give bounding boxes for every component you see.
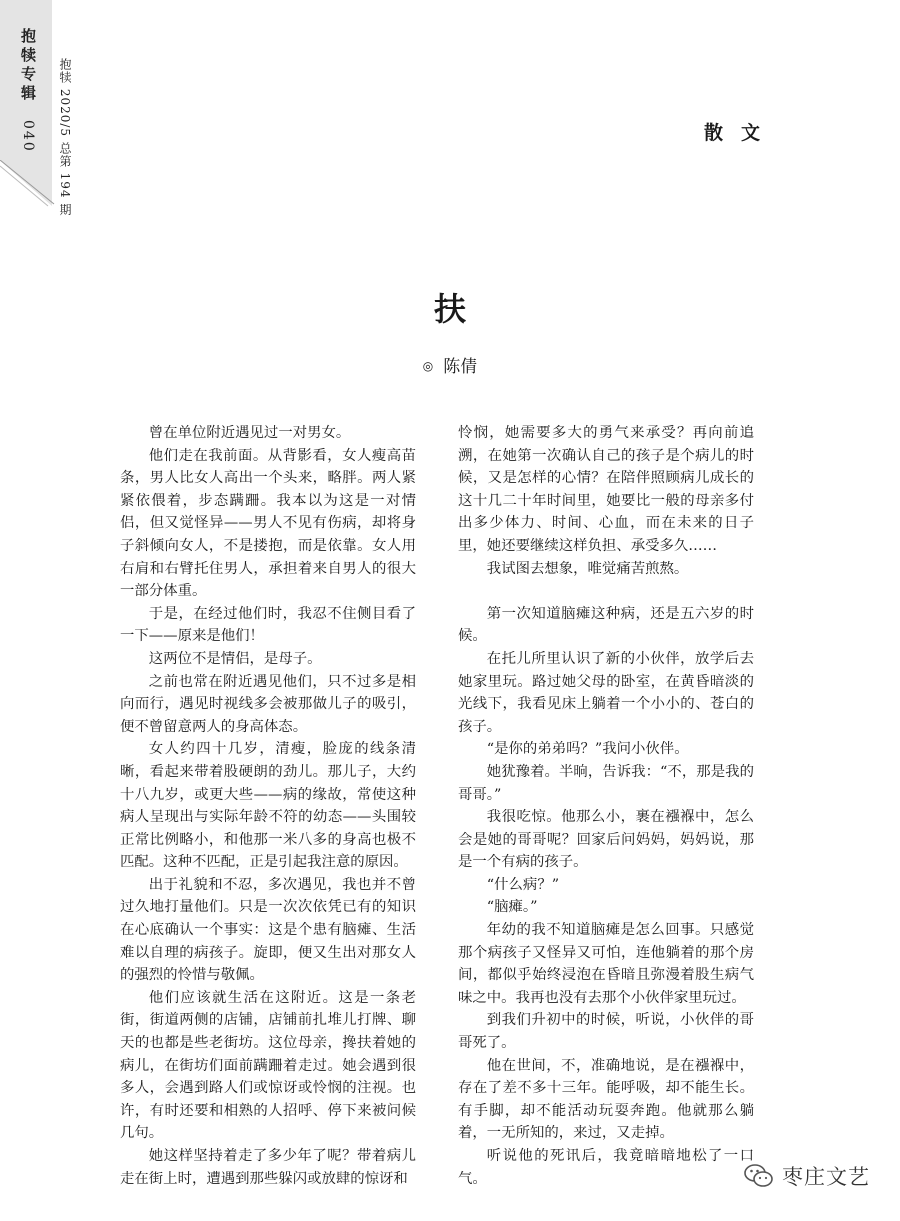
column-title: 抱犊专辑 [19,28,37,104]
paragraph: “是你的弟弟吗？”我问小伙伴。 [486,741,689,758]
paragraph: 在托儿所里认识了新的小伙伴，放学后去她家里玩。路过她父母的卧室，在黄昏暗淡的光线下，我看见床上躺着一个小小的、苍白的孩子。 [458,650,754,735]
paragraph: 他们走在我前面。从背影看，女人瘦高苗条，男人比女人高出一个头来，略胖。两人紧紧依偎着，步态蹒跚。我本以为这是一对情侣，但又觉怪异——男人不见有伤病，却将身子斜倾向女人，不是搂抱，而是依靠。女人用右肩和右臂托住男人，承担着来自男人的很大一部分体重。 [120,447,416,600]
issue-info: 抱犊 2020/5 总第 194 期 [58,58,72,217]
author-line [0,352,900,377]
corner-fold-lines [0,160,60,210]
watermark [744,1161,870,1191]
paragraph: 她犹豫着。半晌，告诉我：“不，那是我的哥哥。” [458,763,754,803]
author-name: 陈倩 [443,357,478,377]
paragraph: 之前也常在附近遇见他们，只不过多是相向而行，遇见时视线多会被那做儿子的吸引，便不曾留意两人的身高体态。 [120,673,416,735]
paragraph: 这两位不是情侣，是母子。 [148,650,322,667]
paragraph: 听说他的死讯后，我竟暗暗地松了一口气。 [458,1148,754,1187]
paragraph-gap [458,580,754,603]
paragraph: 怜悯，她需要多大的勇气来承受？再向前追溯，在她第一次确认自己的孩子是个病儿的时候，又是怎样的心情？在陪伴照顾病儿成长的这十几二十年时间里，她要比一般的母亲多付出多少体力、时间、心血，而在未来的日子里，她还要继续这样负担、承受多久…… [458,425,754,554]
paragraph: 我很吃惊。他那么小，裹在襁褓中，怎么会是她的哥哥呢？回家后问妈妈，妈妈说，那是一个有病的孩子。 [458,809,754,871]
paragraph: 他在世间，不，准确地说，是在襁褓中，存在了差不多十三年。能呼吸，却不能生长。有手脚，却不能活动玩耍奔跑。他就那么躺着，一无所知的，来过，又走掉。 [458,1057,754,1142]
left-column [120,422,416,1190]
paragraph: 我试图去想象，唯觉痛苦煎熬。 [486,560,689,577]
page-number: 040 [20,120,36,153]
paragraph: 年幼的我不知道脑瘫是怎么回事。只感觉那个病孩子又怪异又可怕，连他躺着的那个房间，都似乎始终浸泡在昏暗且弥漫着股生病气味之中。我再也没有去那个小伙伴家里玩过。 [458,922,754,1006]
author-mark-icon: ◎ [422,359,434,373]
article-title: 扶 [433,290,466,328]
paragraph: “脑瘫。” [486,899,538,916]
paragraph: 女人约四十几岁，清瘦，脸庞的线条清晰，看起来带着股硬朗的劲儿。那儿子，大约十八九岁，或更大些——病的缘故，常使这种病人呈现出与实际年龄不符的幼态——头围较正常比例略小，和他那一米八多的身高也极不匹配。这种不匹配，正是引起我注意的原因。 [120,741,416,871]
paragraph: 第一次知道脑瘫这种病，还是五六岁的时候。 [458,605,754,645]
right-column [458,422,754,1190]
paragraph: 曾在单位附近遇见过一对男女。 [148,425,351,441]
paragraph: 她这样坚持着走了多少年了呢？带着病儿走在街上时，遭遇到那些躲闪或放肆的惊讶和 [120,1148,416,1187]
paragraph: 到我们升初中的时候，听说，小伙伴的哥哥死了。 [458,1012,754,1052]
paragraph: “什么病？” [486,876,560,893]
wechat-icon [744,1163,774,1189]
paragraph: 他们应该就生活在这附近。这是一条老街，街道两侧的店铺，店铺前扎堆儿打牌、聊天的也都是些老街坊。这位母亲，搀扶着她的病儿，在街坊们面前蹒跚着走过。她会遇到很多人，会遇到路人们或惊讶或怜悯的注视。也许，有时还要和相熟的人招呼、停下来被问候几句。 [120,989,416,1142]
section-label: 散文 [703,122,778,144]
watermark-text: 枣庄文艺 [782,1165,870,1189]
paragraph: 于是，在经过他们时，我忍不住侧目看了一下——原来是他们！ [120,605,416,645]
paragraph: 出于礼貌和不忍，多次遇见，我也并不曾过久地打量他们。只是一次次依凭已有的知识在心底确认一个事实：这是个患有脑瘫、生活难以自理的病孩子。旋即，便又生出对那女人的强烈的怜惜与敬佩。 [120,876,416,984]
